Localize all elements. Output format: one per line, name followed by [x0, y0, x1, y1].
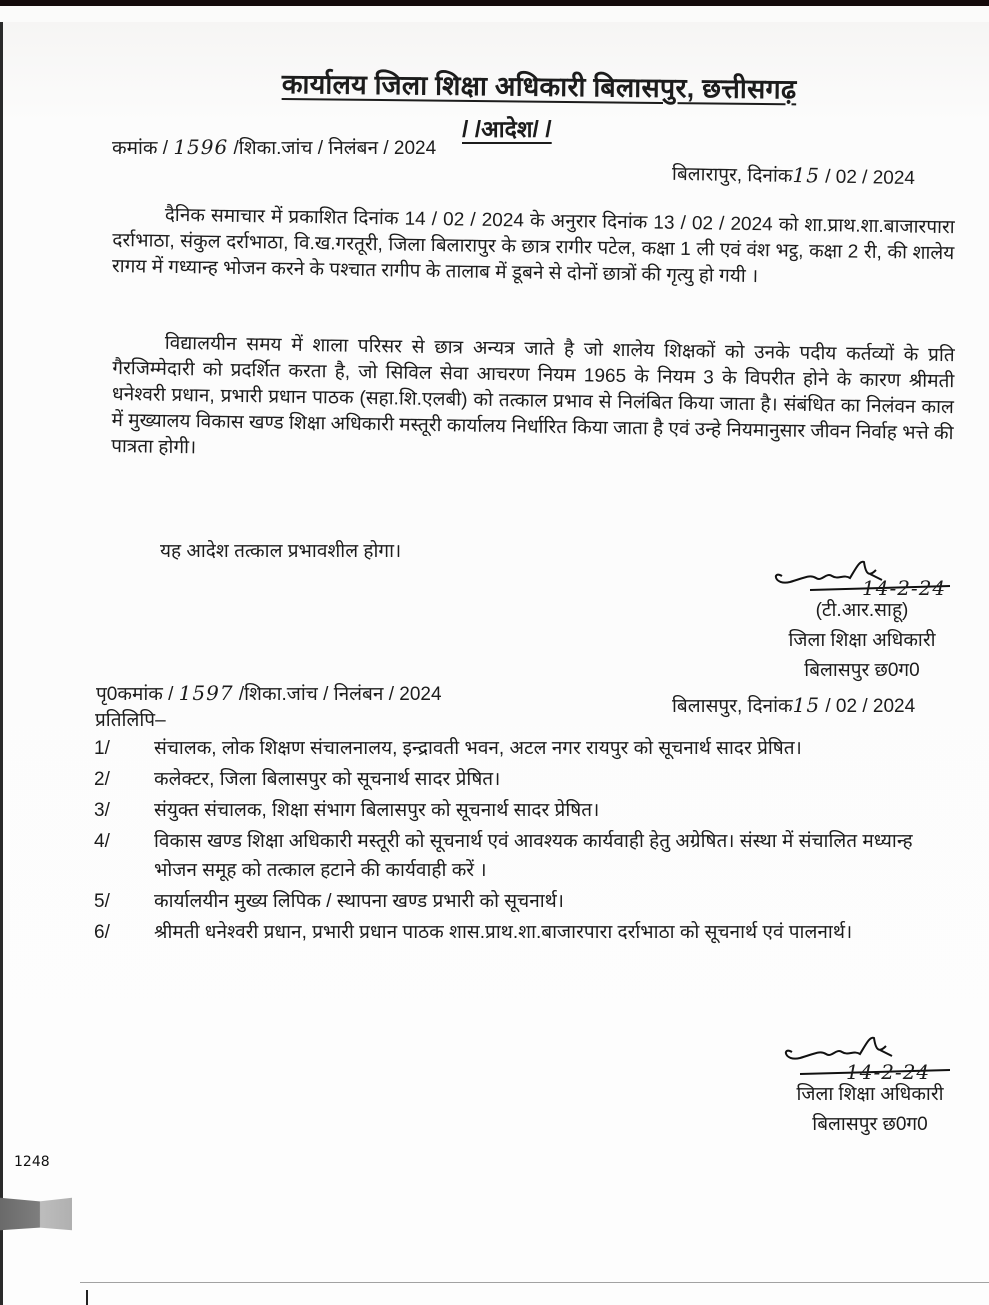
- copy-reference-number: [96, 680, 442, 706]
- signer-location: बिलासपुर छ0ग0: [812, 1114, 928, 1135]
- binder-clip: [0, 1196, 72, 1232]
- signer-name: (टी.आर.साहू): [815, 600, 909, 621]
- page-left-edge: [0, 22, 3, 1305]
- signature-2-block: [780, 1080, 960, 1140]
- signature-2-date: 14-2-24: [846, 1060, 931, 1084]
- item-number: 5/: [94, 891, 110, 912]
- reference-handwritten-number: 1596: [173, 135, 229, 159]
- reference-date: [672, 160, 915, 190]
- item-text: कार्यालयीन मुख्य लिपिक / स्थापना खण्ड प्रभारी को सूचनार्थ।: [154, 891, 565, 912]
- reference-handwritten-number: 1597: [178, 681, 234, 705]
- item-text: संचालक, लोक शिक्षण संचालनालय, इन्द्रावती भवन, अटल नगर रायपुर को सूचनार्थ सादर प्रेषित।: [154, 738, 802, 759]
- item-number: 2/: [94, 769, 110, 790]
- item-number: 4/: [94, 831, 110, 852]
- reference-number: [112, 134, 436, 160]
- date-suffix: / 02 / 2024: [824, 166, 916, 190]
- paragraph-text: विद्यालयीन समय में शाला परिसर से छात्र अन्यत्र जाते है जो शालेय शिक्षकों को उनके पदीय कर्तव्यों के प्रति गैरजिम्मेदारी को प्रदर्शित करता है, जो सिविल सेवा आचरण नियम 1965 के नियम 3 के विपरीत होने के कारण श्रीमती धनेश्वरी प्रधान, प्रभारी प्रधान पाठक (सहा.शि.एलबी) को तत्काल प्रभाव से निलंबित किया जाता है। संबंधित का निलंवन काल में मुख्यालय विकास खण्ड शिक्षा अधिकारी मस्तूरी कार्यालय निर्धारित किया जाता है एवं उन्हे नियमानुसार जीवन निर्वाह भत्ते की पात्रता होगी।: [111, 332, 955, 459]
- reference-prefix: पृ0कमांक /: [96, 684, 174, 705]
- signature-1-date: 14-2-24: [862, 576, 947, 600]
- signer-designation: जिला शिक्षा अधिकारी: [796, 1084, 944, 1105]
- item-number: 1/: [94, 738, 110, 759]
- place-date-prefix: बिलासपुर, दिनांक: [672, 696, 793, 717]
- handwritten-day: 15: [792, 693, 821, 717]
- copy-list-item: [90, 918, 960, 947]
- item-text: विकास खण्ड शिक्षा अधिकारी मस्तूरी को सूचनार्थ एवं आवश्यक कार्यवाही हेतु अग्रेषित। संस्था में संचालित मध्यान्ह भोजन समूह को तत्काल हटाने की कार्यवाही करें ।: [154, 831, 913, 881]
- reference-suffix: /शिका.जांच / निलंबन / 2024: [233, 138, 437, 159]
- item-number: 3/: [94, 800, 110, 821]
- copy-list-item: [90, 887, 960, 916]
- top-border: [0, 0, 989, 6]
- signature-1-block: [772, 596, 952, 686]
- bottom-divider-line: [80, 1282, 989, 1283]
- order-label: / /आदेश/ /: [462, 116, 552, 142]
- signer-location: बिलासपुर छ0ग0: [804, 660, 920, 681]
- copy-reference-date: [672, 692, 915, 718]
- paragraph-3: यह आदेश तत्काल प्रभावशील होगा।: [160, 541, 402, 562]
- paragraph-1: [112, 202, 955, 293]
- copy-list: [90, 734, 960, 949]
- copy-list-item: [90, 796, 960, 825]
- handwritten-day: 15: [792, 162, 821, 188]
- place-date-prefix: बिलारापुर, दिनांक: [671, 163, 793, 187]
- copy-list-item: [90, 734, 960, 763]
- reference-suffix: /शिका.जांच / निलंबन / 2024: [238, 684, 442, 705]
- copy-label: प्रतिलिपि–: [95, 710, 166, 731]
- item-text: श्रीमती धनेश्वरी प्रधान, प्रभारी प्रधान पाठक शास.प्राथ.शा.बाजारपारा दर्राभाठा को सूचनार्थ एवं पालनार्थ।: [154, 922, 853, 943]
- copy-list-item: [90, 827, 960, 885]
- paragraph-2: [111, 330, 955, 473]
- item-text: संयुक्त संचालक, शिक्षा संभाग बिलासपुर को सूचनार्थ सादर प्रेषित।: [154, 800, 600, 821]
- copy-list-item: [90, 765, 960, 794]
- page-number: 1248: [14, 1154, 50, 1170]
- paragraph-text: दैनिक समाचार में प्रकाशित दिनांक 14 / 02 / 2024 के अनुरार दिनांक 13 / 02 / 2024 को शा.प्राथ.शा.बाजारपारा दर्राभाठा, संकुल दर्राभाठा, वि.ख.गरतूरी, जिला बिलारापुर के छात्र रागीर पटेल, कक्षा 1 ली एवं वंश भट्ठ, कक्षा 2 री, की शालेय रागय में गध्यान्ह भोजन करने के पश्चात रागीप के तालाब में डूबने से दोनों छात्रों की गृत्यु हो गयी ।: [111, 204, 955, 288]
- item-number: 6/: [94, 922, 110, 943]
- office-title: कार्यालय जिला शिक्षा अधिकारी बिलासपुर, छत्तीसगढ़: [281, 68, 797, 105]
- reference-prefix: कमांक /: [112, 138, 169, 159]
- bottom-mark: [86, 1290, 88, 1305]
- item-text: कलेक्टर, जिला बिलासपुर को सूचनार्थ सादर प्रेषित।: [154, 769, 501, 790]
- date-suffix: / 02 / 2024: [825, 696, 916, 717]
- signer-designation: जिला शिक्षा अधिकारी: [788, 630, 936, 651]
